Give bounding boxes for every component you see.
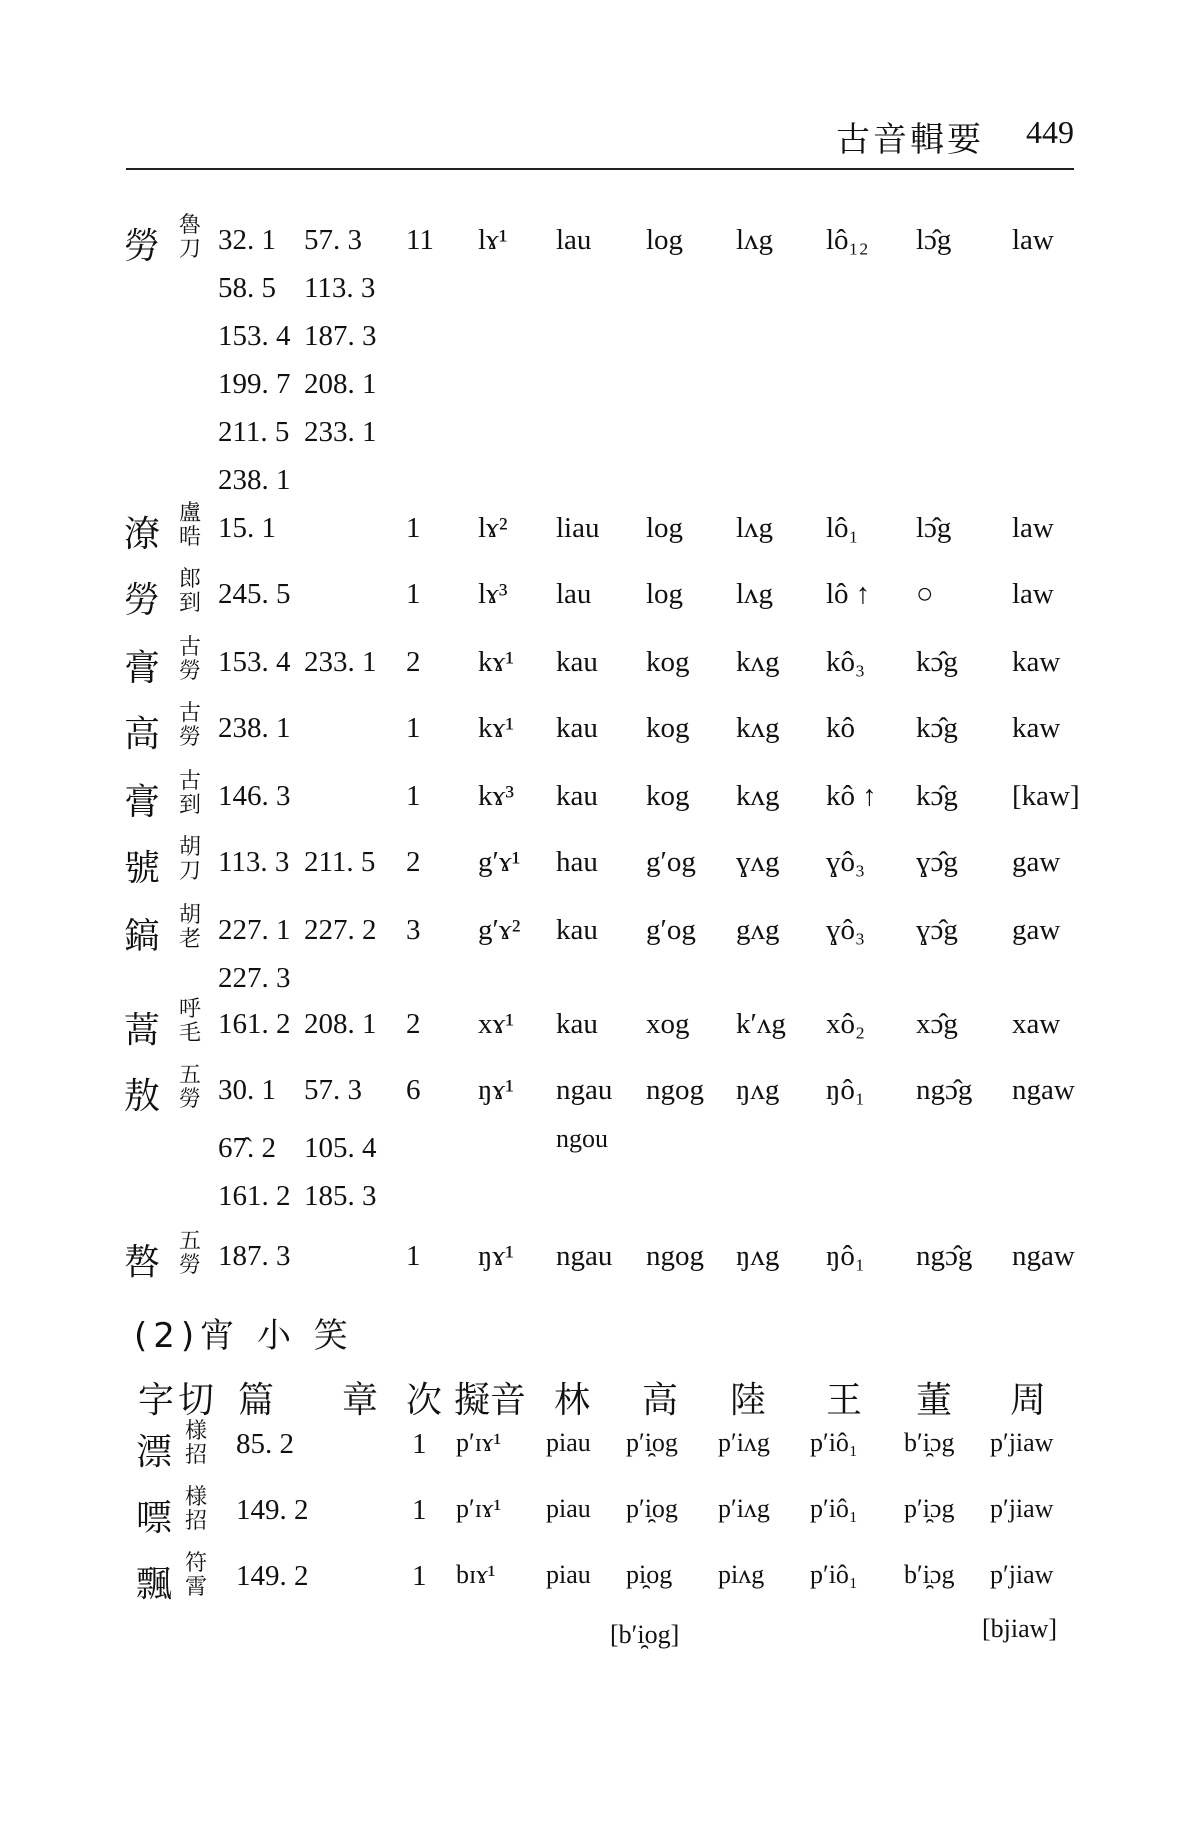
reconstruction-zhou: gaw: [1012, 846, 1061, 878]
reconstruction-dong: b′i̯ɔg: [904, 1428, 955, 1457]
reconstruction-ni: g′ɤ¹: [478, 846, 521, 878]
reconstruction-lin: kau: [556, 712, 598, 744]
reconstruction-lu: ŋʌg: [736, 1074, 780, 1106]
page-number: 449: [1026, 114, 1074, 150]
reconstruction-wang: ŋô₁: [826, 1074, 865, 1106]
reconstruction-ni: p′ɪɤ¹: [456, 1494, 502, 1523]
reconstruction-lin: piau: [546, 1428, 591, 1457]
fanqie-lower: 勞: [178, 725, 201, 750]
column-header: 陸: [730, 1380, 767, 1421]
page-header: [126, 108, 1074, 158]
reconstruction-lin: lau: [556, 224, 592, 256]
chapter-ref-1: 85. 2: [236, 1428, 294, 1460]
reconstruction-gao: pi̯og: [626, 1560, 673, 1589]
entry-character: 嘌: [136, 1498, 173, 1539]
reconstruction-lu: kʌg: [736, 780, 780, 812]
chapter-ref-1: 149. 2: [236, 1494, 309, 1526]
continuation-ref-2: 113. 3: [304, 272, 376, 304]
fanqie-lower: 招: [184, 1509, 207, 1534]
fanqie-upper: 古: [178, 635, 201, 660]
chapter-ref-2: 57. 3: [304, 1074, 362, 1106]
fanqie-upper: 五: [178, 1229, 201, 1254]
table-row: [0, 213, 1200, 286]
reconstruction-dong: kɔ̂g: [916, 780, 958, 812]
reconstruction-lin: ngau: [556, 1074, 613, 1106]
reconstruction-wang: kô: [826, 712, 855, 744]
fanqie-lower: 霄: [184, 1575, 207, 1600]
reconstruction-lin: kau: [556, 780, 598, 812]
fanqie-spelling: [184, 1486, 208, 1534]
reconstruction-ni: g′ɤ²: [478, 914, 521, 946]
fanqie-lower: 刀: [178, 237, 201, 262]
table-row: [0, 635, 1200, 708]
occurrence-count: 1: [412, 1494, 427, 1526]
reconstruction-dong: kɔ̂g: [916, 646, 958, 678]
column-header: 王: [826, 1380, 863, 1421]
chapter-ref-1: 30. 1: [218, 1074, 276, 1106]
reconstruction-ni: lɤ³: [478, 578, 508, 610]
reconstruction-zhou: gaw: [1012, 914, 1061, 946]
fanqie-spelling: [178, 568, 202, 616]
chapter-ref-1: 149. 2: [236, 1560, 309, 1592]
reconstruction-wang: p′iô₁: [810, 1494, 858, 1523]
chapter-ref-1: 161. 2: [218, 1008, 291, 1040]
reconstruction-lu: ɣʌg: [736, 846, 780, 878]
reconstruction-zhou: kaw: [1012, 646, 1061, 678]
variant-note-lin: ngou: [556, 1124, 608, 1153]
reconstruction-zhou: p′jiaw: [990, 1494, 1054, 1523]
reconstruction-lu: p′iʌg: [718, 1494, 770, 1523]
column-header: 周: [1010, 1380, 1047, 1421]
reconstruction-ni: bɪɤ¹: [456, 1560, 496, 1589]
column-header: 高: [642, 1380, 679, 1421]
fanqie-spelling: [178, 636, 202, 684]
table-row: [0, 1419, 1200, 1490]
occurrence-count: 1: [406, 712, 421, 744]
occurrence-count: 1: [406, 780, 421, 812]
occurrence-count: 1: [406, 578, 421, 610]
reconstruction-lu: lʌg: [736, 578, 774, 610]
reconstruction-zhou: kaw: [1012, 712, 1061, 744]
table-row: [0, 1485, 1200, 1556]
fanqie-spelling: [184, 1420, 208, 1468]
fanqie-lower: 到: [178, 591, 201, 616]
reconstruction-ni: xɤ¹: [478, 1008, 515, 1040]
reconstruction-lu: gʌg: [736, 914, 780, 946]
chapter-ref-2: 57. 3: [304, 224, 362, 256]
reconstruction-dong: ɣɔ̂g: [916, 914, 958, 946]
continuation-ref-1: 161. 2: [218, 1180, 291, 1212]
reconstruction-zhou: [kaw]: [1012, 780, 1080, 812]
table-row: [0, 501, 1200, 574]
chapter-ref-1: 238. 1: [218, 712, 291, 744]
fanqie-spelling: [178, 702, 202, 750]
fanqie-upper: 胡: [178, 835, 201, 860]
fanqie-spelling: [178, 998, 202, 1046]
reconstruction-zhou: law: [1012, 578, 1054, 610]
reconstruction-lu: lʌg: [736, 224, 774, 256]
header-rule: [126, 168, 1074, 170]
table-row: [0, 701, 1200, 774]
fanqie-spelling: [178, 1064, 202, 1112]
table-row: [0, 769, 1200, 842]
reconstruction-ni: lɤ¹: [478, 224, 508, 256]
reconstruction-gao: log: [646, 224, 684, 256]
continuation-ref-2: 233. 1: [304, 416, 377, 448]
reconstruction-zhou: xaw: [1012, 1008, 1061, 1040]
reconstruction-lin: lau: [556, 578, 592, 610]
reconstruction-zhou: law: [1012, 512, 1054, 544]
entry-character: 鎬: [124, 916, 161, 957]
reconstruction-gao: p′i̯og: [626, 1428, 678, 1457]
continuation-ref-1: 238. 1: [218, 464, 291, 496]
reconstruction-wang: lô ↑: [826, 578, 871, 610]
column-header: 擬音: [454, 1380, 527, 1421]
reconstruction-wang: lô₁: [826, 512, 859, 544]
reconstruction-lin: hau: [556, 846, 598, 878]
reconstruction-gao: ngog: [646, 1074, 704, 1106]
reconstruction-dong: xɔ̂g: [916, 1008, 958, 1040]
continuation-ref-2: 187. 3: [304, 320, 377, 352]
occurrence-count: 6: [406, 1074, 421, 1106]
reconstruction-wang: p′iô₁: [810, 1428, 858, 1457]
reconstruction-wang: ŋô₁: [826, 1240, 865, 1272]
continuation-ref-1: 199. 7: [218, 368, 291, 400]
reconstruction-lu: p′iʌg: [718, 1428, 770, 1457]
occurrence-count: 1: [412, 1560, 427, 1592]
fanqie-spelling: [178, 214, 202, 262]
column-header: 字: [138, 1380, 175, 1421]
reconstruction-gao: xog: [646, 1008, 690, 1040]
chapter-ref-1: 32. 1: [218, 224, 276, 256]
fanqie-spelling: [178, 904, 202, 952]
fanqie-upper: 符: [184, 1551, 207, 1576]
continuation-ref-1: 211. 5: [218, 416, 290, 448]
fanqie-upper: 古: [178, 769, 201, 794]
reconstruction-lin: piau: [546, 1494, 591, 1523]
occurrence-count: 1: [406, 1240, 421, 1272]
reconstruction-lu: piʌg: [718, 1560, 765, 1589]
entry-character: 勞: [124, 226, 161, 267]
fanqie-upper: 郎: [178, 567, 201, 592]
table-row: [0, 903, 1200, 976]
column-header: 章: [342, 1380, 379, 1421]
reconstruction-gao: kog: [646, 712, 690, 744]
reconstruction-lin: ngau: [556, 1240, 613, 1272]
reconstruction-lu: kʌg: [736, 646, 780, 678]
entry-character: 潦: [124, 514, 161, 555]
reconstruction-dong: ngɔ̂g: [916, 1240, 973, 1272]
reconstruction-wang: kô₃: [826, 646, 866, 678]
reconstruction-ni: kɤ¹: [478, 712, 515, 744]
continuation-ref-2: 185. 3: [304, 1180, 377, 1212]
reconstruction-dong: ngɔ̂g: [916, 1074, 973, 1106]
reconstruction-ni: lɤ²: [478, 512, 508, 544]
table-row: [0, 835, 1200, 908]
note-zhou: [bjiaw]: [982, 1614, 1058, 1643]
fanqie-upper: 五: [178, 1063, 201, 1088]
table-row: [0, 1551, 1200, 1622]
occurrence-count: 2: [406, 846, 421, 878]
reconstruction-wang: kô ↑: [826, 780, 877, 812]
reconstruction-wang: xô₂: [826, 1008, 866, 1040]
entry-character: 漂: [136, 1432, 173, 1473]
reconstruction-gao: ngog: [646, 1240, 704, 1272]
entry-character: 高: [124, 714, 161, 755]
reconstruction-zhou: law: [1012, 224, 1054, 256]
occurrence-count: 11: [406, 224, 434, 256]
table-row: [0, 567, 1200, 640]
reconstruction-gao: g′og: [646, 846, 696, 878]
entry-character: 膏: [124, 648, 161, 689]
fanqie-upper: 呼: [178, 997, 201, 1022]
continuation-ref-1: 58. 5: [218, 272, 276, 304]
reconstruction-gao: kog: [646, 646, 690, 678]
occurrence-count: 2: [406, 1008, 421, 1040]
reconstruction-dong: p′i̯ɔg: [904, 1494, 955, 1523]
continuation-ref-2: 208. 1: [304, 368, 377, 400]
column-header: 董: [916, 1380, 953, 1421]
fanqie-spelling: [178, 836, 202, 884]
occurrence-count: 2: [406, 646, 421, 678]
reconstruction-zhou: ngaw: [1012, 1074, 1075, 1106]
header-title: 古音輯要: [836, 120, 984, 160]
reconstruction-zhou: p′jiaw: [990, 1560, 1054, 1589]
entry-character: 嗸: [124, 1242, 161, 1283]
chapter-ref-2: 208. 1: [304, 1008, 377, 1040]
fanqie-lower: 勞: [178, 1253, 201, 1278]
fanqie-spelling: [184, 1552, 208, 1600]
fanqie-upper: 胡: [178, 903, 201, 928]
reconstruction-wang: ɣô₃: [826, 914, 866, 946]
entry-character: 勞: [124, 580, 161, 621]
column-header: 林: [554, 1380, 591, 1421]
table-row: [0, 997, 1200, 1070]
reconstruction-dong: ɣɔ̂g: [916, 846, 958, 878]
reconstruction-gao: p′i̯og: [626, 1494, 678, 1523]
reconstruction-zhou: ngaw: [1012, 1240, 1075, 1272]
occurrence-count: 1: [406, 512, 421, 544]
reconstruction-zhou: p′jiaw: [990, 1428, 1054, 1457]
fanqie-lower: 刀: [178, 859, 201, 884]
reconstruction-ni: ŋɤ¹: [478, 1240, 514, 1272]
fanqie-lower: 毛: [178, 1021, 201, 1046]
note-gao: [b′i̯og]: [610, 1620, 680, 1649]
chapter-ref-1: 245. 5: [218, 578, 291, 610]
reconstruction-lu: kʌg: [736, 712, 780, 744]
fanqie-lower: 晧: [178, 525, 201, 550]
reconstruction-dong: ○: [916, 578, 934, 610]
reconstruction-dong: lɔ̂g: [916, 224, 952, 256]
fanqie-spelling: [178, 502, 202, 550]
reconstruction-wang: ɣô₃: [826, 846, 866, 878]
section-2-title: (2)宵 小 笑: [134, 1316, 354, 1356]
chapter-ref-1: 15. 1: [218, 512, 276, 544]
chapter-ref-2: 233. 1: [304, 646, 377, 678]
column-header: 切: [178, 1380, 215, 1421]
fanqie-spelling: [178, 1230, 202, 1278]
reconstruction-ni: kɤ³: [478, 780, 515, 812]
reconstruction-lu: ŋʌg: [736, 1240, 780, 1272]
fanqie-lower: 老: [178, 927, 201, 952]
fanqie-spelling: [178, 770, 202, 818]
reconstruction-lin: kau: [556, 1008, 598, 1040]
fanqie-upper: 様: [184, 1419, 207, 1444]
chapter-ref-2: 227. 2: [304, 914, 377, 946]
reconstruction-gao: g′og: [646, 914, 696, 946]
fanqie-upper: 盧: [178, 501, 201, 526]
fanqie-upper: 様: [184, 1485, 207, 1510]
fanqie-upper: 魯: [178, 213, 201, 238]
fanqie-lower: 招: [184, 1443, 207, 1468]
entry-character: 蒿: [124, 1010, 161, 1051]
chapter-ref-1: 113. 3: [218, 846, 290, 878]
reconstruction-ni: ŋɤ¹: [478, 1074, 514, 1106]
column-header: 次: [406, 1380, 443, 1421]
reconstruction-gao: log: [646, 512, 684, 544]
continuation-ref-1: 227. 3: [218, 962, 291, 994]
reconstruction-lu: lʌg: [736, 512, 774, 544]
reconstruction-wang: lô₁₂: [826, 224, 869, 256]
entry-character: 號: [124, 848, 161, 889]
occurrence-count: 3: [406, 914, 421, 946]
table-row: [0, 1229, 1200, 1302]
reconstruction-lin: liau: [556, 512, 600, 544]
reconstruction-lin: piau: [546, 1560, 591, 1589]
reconstruction-dong: b′i̯ɔg: [904, 1560, 955, 1589]
column-header: 篇: [238, 1380, 275, 1421]
chapter-ref-1: 153. 4: [218, 646, 291, 678]
occurrence-count: 1: [412, 1428, 427, 1460]
fanqie-lower: 勞: [178, 659, 201, 684]
reconstruction-ni: p′ɪɤ¹: [456, 1428, 502, 1457]
reconstruction-ni: kɤ¹: [478, 646, 515, 678]
entry-character: 敖: [124, 1076, 161, 1117]
chapter-ref-1: 227. 1: [218, 914, 291, 946]
chapter-ref-2: 211. 5: [304, 846, 376, 878]
reconstruction-wang: p′iô₁: [810, 1560, 858, 1589]
fanqie-lower: 到: [178, 793, 201, 818]
continuation-ref-1: 67̂. 2: [218, 1132, 276, 1164]
reconstruction-lin: kau: [556, 914, 598, 946]
fanqie-upper: 古: [178, 701, 201, 726]
reconstruction-lu: k′ʌg: [736, 1008, 786, 1040]
entry-character: 飄: [136, 1564, 173, 1605]
reconstruction-dong: kɔ̂g: [916, 712, 958, 744]
chapter-ref-1: 187. 3: [218, 1240, 291, 1272]
fanqie-lower: 勞: [178, 1087, 201, 1112]
reconstruction-gao: log: [646, 578, 684, 610]
continuation-ref-1: 153. 4: [218, 320, 291, 352]
reconstruction-dong: lɔ̂g: [916, 512, 952, 544]
entry-character: 膏: [124, 782, 161, 823]
chapter-ref-1: 146. 3: [218, 780, 291, 812]
continuation-ref-2: 105. 4: [304, 1132, 377, 1164]
reconstruction-gao: kog: [646, 780, 690, 812]
reconstruction-lin: kau: [556, 646, 598, 678]
